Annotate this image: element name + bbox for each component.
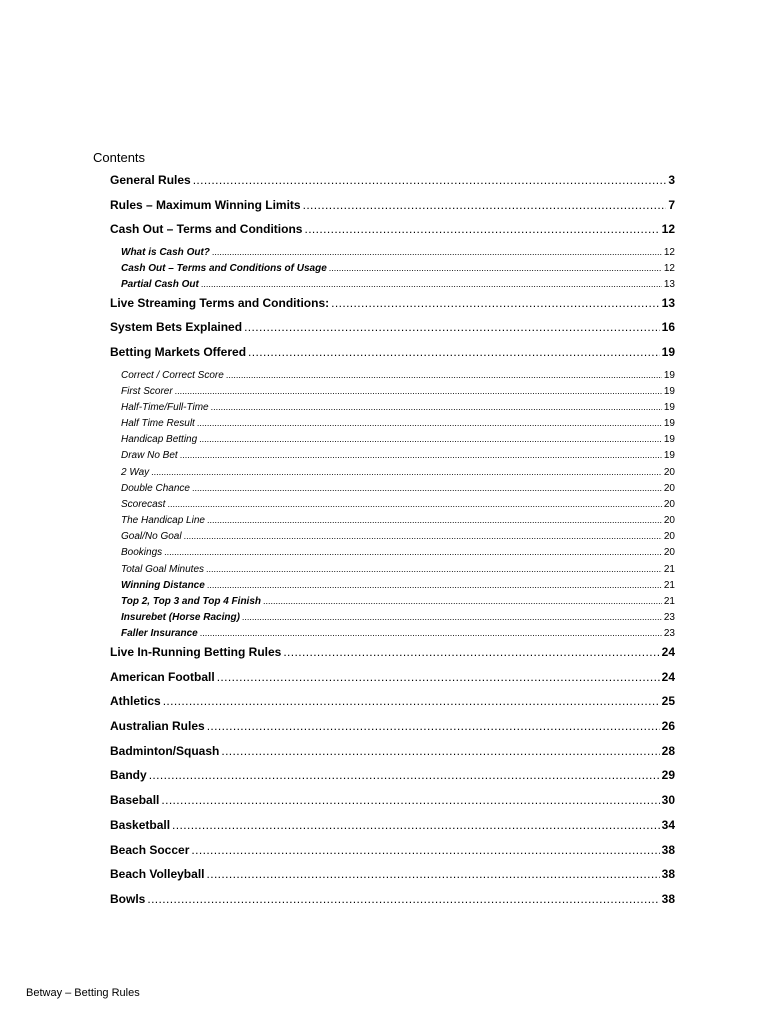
toc-entry[interactable] — [121, 370, 675, 381]
toc-entry[interactable] — [121, 418, 675, 429]
toc-dot-leader — [303, 198, 667, 212]
toc-entry-page-number: 20 — [663, 547, 675, 558]
toc-dot-leader — [211, 402, 662, 412]
toc-dot-leader — [199, 434, 662, 444]
toc-entry[interactable] — [121, 596, 675, 607]
toc-entry-label: Cash Out – Terms and Conditions — [110, 222, 303, 236]
toc-entry[interactable] — [110, 198, 675, 212]
toc-entry-label: Top 2, Top 3 and Top 4 Finish — [121, 596, 261, 607]
toc-entry-page-number: 19 — [663, 386, 675, 397]
toc-entry-label: Bandy — [110, 768, 147, 782]
toc-entry-page-number: 20 — [663, 515, 675, 526]
toc-entry[interactable] — [121, 547, 675, 558]
toc-entry-page-number: 13 — [663, 279, 675, 290]
toc-dot-leader — [248, 345, 660, 359]
toc-entry-page-number: 12 — [663, 247, 675, 258]
toc-entry-label: Rules – Maximum Winning Limits — [110, 198, 301, 212]
toc-dot-leader — [206, 564, 662, 574]
toc-entry-label: Draw No Bet — [121, 450, 178, 461]
toc-entry[interactable] — [110, 768, 675, 782]
toc-dot-leader — [283, 645, 659, 659]
toc-entry-page-number: 7 — [668, 198, 675, 212]
toc-entry[interactable] — [121, 483, 675, 494]
toc-entry-page-number: 19 — [663, 434, 675, 445]
page-footer: Betway – Betting Rules — [26, 987, 140, 999]
toc-dot-leader — [206, 867, 659, 881]
toc-entry[interactable] — [110, 793, 675, 807]
toc-entry-page-number: 19 — [663, 450, 675, 461]
toc-dot-leader — [304, 222, 659, 236]
toc-entry-label: The Handicap Line — [121, 515, 205, 526]
toc-entry[interactable] — [121, 467, 675, 478]
toc-entry[interactable] — [121, 386, 675, 397]
toc-dot-leader — [180, 450, 662, 460]
toc-entry-label: Badminton/Squash — [110, 744, 220, 758]
toc-entry-label: Australian Rules — [110, 719, 205, 733]
toc-entry-page-number: 20 — [663, 499, 675, 510]
toc-entry-label: First Scorer — [121, 386, 173, 397]
toc-dot-leader — [193, 173, 667, 187]
toc-entry-page-number: 30 — [661, 793, 675, 807]
toc-dot-leader — [329, 263, 662, 273]
toc-entry[interactable] — [110, 843, 675, 857]
toc-dot-leader — [192, 483, 662, 493]
toc-entry-label: Correct / Correct Score — [121, 370, 224, 381]
toc-dot-leader — [172, 818, 660, 832]
toc-entry-label: Beach Soccer — [110, 843, 190, 857]
toc-entry[interactable] — [110, 670, 675, 684]
toc-entry[interactable] — [121, 499, 675, 510]
toc-entry-page-number: 21 — [663, 580, 675, 591]
toc-entry-page-number: 21 — [663, 596, 675, 607]
toc-dot-leader — [164, 547, 662, 557]
toc-dot-leader — [207, 719, 660, 733]
toc-entry[interactable] — [121, 515, 675, 526]
toc-entry[interactable] — [110, 867, 675, 881]
toc-entry-page-number: 21 — [663, 564, 675, 575]
toc-entry-label: Total Goal Minutes — [121, 564, 205, 575]
toc-dot-leader — [147, 892, 659, 906]
toc-entry[interactable] — [121, 531, 675, 542]
toc-entry-page-number: 3 — [668, 173, 675, 187]
toc-dot-leader — [200, 628, 662, 638]
toc-entry-page-number: 25 — [661, 694, 675, 708]
toc-entry-label: American Football — [110, 670, 215, 684]
toc-entry-label: What is Cash Out? — [121, 247, 210, 258]
toc-entry[interactable] — [121, 450, 675, 461]
toc-entry[interactable] — [110, 320, 675, 334]
toc-entry-label: Live In-Running Betting Rules — [110, 645, 282, 659]
toc-dot-leader — [212, 247, 662, 257]
toc-entry-label: Basketball — [110, 818, 171, 832]
toc-entry[interactable] — [110, 296, 675, 310]
toc-entry[interactable] — [110, 645, 675, 659]
toc-dot-leader — [263, 596, 662, 606]
toc-entry-page-number: 34 — [661, 818, 675, 832]
toc-dot-leader — [226, 370, 662, 380]
toc-entry[interactable] — [121, 434, 675, 445]
toc-entry[interactable] — [121, 564, 675, 575]
toc-entry-page-number: 19 — [661, 345, 675, 359]
toc-entry-label: Baseball — [110, 793, 160, 807]
toc-dot-leader — [242, 612, 662, 622]
toc-entry-page-number: 19 — [663, 418, 675, 429]
toc-dot-leader — [201, 279, 662, 289]
toc-entry-label: Faller Insurance — [121, 628, 198, 639]
toc-dot-leader — [221, 744, 659, 758]
toc-dot-leader — [207, 515, 662, 525]
toc-entry-label: General Rules — [110, 173, 191, 187]
toc-dot-leader — [163, 694, 660, 708]
toc-entry-page-number: 38 — [661, 843, 675, 857]
toc-entry-page-number: 13 — [661, 296, 675, 310]
toc-dot-leader — [175, 386, 662, 396]
toc-entry-label: Live Streaming Terms and Conditions: — [110, 296, 330, 310]
toc-entry[interactable] — [110, 719, 675, 733]
toc-entry-label: Partial Cash Out — [121, 279, 199, 290]
toc-entry-page-number: 12 — [663, 263, 675, 274]
toc-entry-label: Half-Time/Full-Time — [121, 402, 209, 413]
toc-entry-label: Athletics — [110, 694, 161, 708]
contents-heading: Contents — [93, 150, 146, 165]
toc-dot-leader — [184, 531, 662, 541]
toc-entry[interactable] — [121, 263, 675, 274]
toc-entry-label: Insurebet (Horse Racing) — [121, 612, 240, 623]
toc-entry[interactable] — [110, 694, 675, 708]
toc-entry[interactable] — [121, 612, 675, 623]
toc-dot-leader — [161, 793, 659, 807]
toc-entry-page-number: 38 — [661, 867, 675, 881]
toc-entry-page-number: 24 — [661, 645, 675, 659]
toc-dot-leader — [217, 670, 660, 684]
toc-dot-leader — [191, 843, 659, 857]
toc-entry-page-number: 38 — [661, 892, 675, 906]
toc-entry-page-number: 12 — [661, 222, 675, 236]
toc-dot-leader — [151, 467, 662, 477]
toc-entry-label: Cash Out – Terms and Conditions of Usage — [121, 263, 327, 274]
toc-entry[interactable] — [110, 345, 675, 359]
toc-entry-page-number: 19 — [663, 370, 675, 381]
toc-entry-label: Double Chance — [121, 483, 190, 494]
toc-entry-page-number: 29 — [661, 768, 675, 782]
toc-entry-page-number: 20 — [663, 483, 675, 494]
toc-entry[interactable] — [121, 402, 675, 413]
toc-entry-page-number: 20 — [663, 467, 675, 478]
toc-dot-leader — [167, 499, 661, 509]
toc-entry-label: 2 Way — [121, 467, 150, 478]
toc-entry-page-number: 23 — [663, 628, 675, 639]
toc-entry-label: System Bets Explained — [110, 320, 243, 334]
toc-entry-page-number: 16 — [661, 320, 675, 334]
toc-entry-label: Winning Distance — [121, 580, 205, 591]
toc-entry-page-number: 19 — [663, 402, 675, 413]
toc-dot-leader — [197, 418, 662, 428]
toc-entry[interactable] — [110, 744, 675, 758]
toc-entry-label: Bowls — [110, 892, 146, 906]
toc-dot-leader — [244, 320, 660, 334]
toc-entry-page-number: 23 — [663, 612, 675, 623]
toc-entry[interactable] — [121, 628, 675, 639]
toc-entry-label: Scorecast — [121, 499, 166, 510]
toc-dot-leader — [331, 296, 660, 310]
toc-entry[interactable] — [110, 892, 675, 906]
toc-entry-page-number: 20 — [663, 531, 675, 542]
toc-entry[interactable] — [110, 222, 675, 236]
toc-dot-leader — [207, 580, 662, 590]
toc-dot-leader — [149, 768, 660, 782]
toc-entry[interactable] — [121, 247, 675, 258]
toc-entry-page-number: 26 — [661, 719, 675, 733]
toc-entry-label: Half Time Result — [121, 418, 195, 429]
toc-entry[interactable] — [110, 173, 675, 187]
toc-entry-label: Betting Markets Offered — [110, 345, 247, 359]
toc-entry-label: Bookings — [121, 547, 163, 558]
toc-entry-label: Beach Volleyball — [110, 867, 205, 881]
toc-entry-page-number: 28 — [661, 744, 675, 758]
toc-entry-page-number: 24 — [661, 670, 675, 684]
toc-entry[interactable] — [110, 818, 675, 832]
toc-entry-label: Goal/No Goal — [121, 531, 182, 542]
toc-entry-label: Handicap Betting — [121, 434, 198, 445]
toc-entry[interactable] — [121, 279, 675, 290]
toc-entry[interactable] — [121, 580, 675, 591]
